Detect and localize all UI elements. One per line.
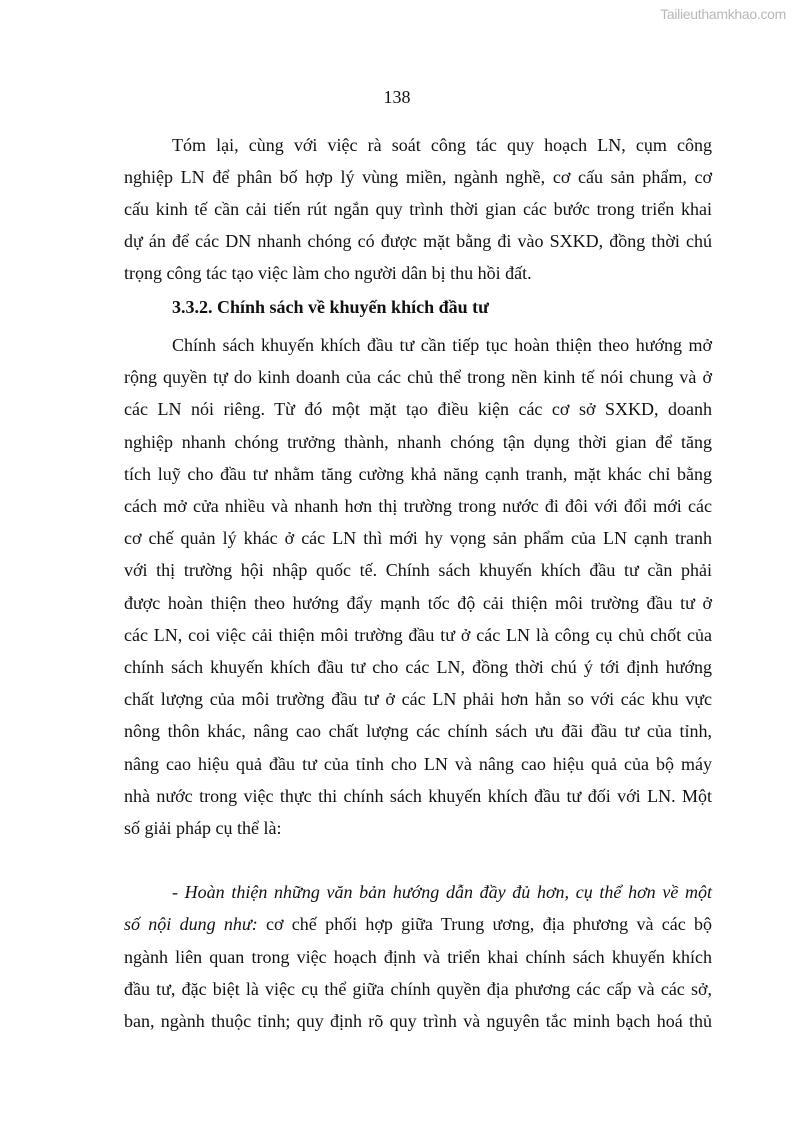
text-line: đầu tư, đặc biệt là việc cụ thể giữa chính quyền địa phương các cấp và các sở, — [124, 979, 712, 999]
text-line: nghiệp LN để phân bố hợp lý vùng miền, ngành nghề, cơ cấu sản phẩm, cơ — [124, 167, 712, 187]
text-line — [124, 913, 712, 935]
text-line: cơ chế quản lý khác ở các LN thì mới hy vọng sản phẩm của LN cạnh tranh — [124, 528, 712, 549]
text-line: cấu kinh tế cần cải tiến rút ngắn quy trình thời gian các bước trong triển khai — [124, 199, 712, 219]
section-heading: 3.3.2. Chính sách về khuyến khích đầu tư — [172, 297, 489, 317]
text-line: nghiệp nhanh chóng trưởng thành, nhanh chóng tận dụng thời gian để tăng — [124, 431, 712, 452]
italic-text: - Hoàn thiện những văn bản hướng dẫn đầy đủ hơn, cụ thể hơn về một — [172, 882, 712, 902]
text-line: dự án để các DN nhanh chóng có được mặt bằng đi vào SXKD, đồng thời chú — [124, 231, 712, 251]
text-line: chất lượng của môi trường đầu tư ở các LN phải hơn hẳn so với các khu vực — [124, 689, 712, 710]
text-line: cách mở cửa nhiều và nhanh hơn thị trường trong nước đi đôi với đổi mới các — [124, 496, 712, 516]
text-line: Chính sách khuyến khích đầu tư cần tiếp tục hoàn thiện theo hướng mở — [172, 335, 712, 355]
italic-text: số nội dung như: — [124, 914, 258, 934]
text-line-italic — [172, 881, 712, 903]
text-line: các LN, coi việc cải thiện môi trường đầu tư ở các LN là công cụ chủ chốt của — [124, 624, 712, 645]
text-line: ngành liên quan trong việc hoạch định và triển khai chính sách khuyến khích — [124, 947, 712, 967]
text-line: với thị trường hội nhập quốc tế. Chính sách khuyến khích đầu tư cần phải — [124, 560, 712, 581]
text-line: nông thôn khác, nâng cao chất lượng các chính sách ưu đãi đầu tư của tỉnh, — [124, 721, 712, 742]
text-line: chính sách khuyến khích đầu tư cho các LN, đồng thời chú ý tới định hướng — [124, 657, 712, 677]
text-line: nâng cao hiệu quả đầu tư của tỉnh cho LN và nâng cao hiệu quả của bộ máy — [124, 753, 712, 774]
text-line: trọng công tác tạo việc làm cho người dân bị thu hồi đất. — [124, 263, 532, 283]
watermark: Tailieuthamkhao.com — [660, 6, 786, 22]
page-number: 138 — [383, 87, 411, 107]
text-line: nhà nước trong việc thực thi chính sách khuyến khích đầu tư đối với LN. Một — [124, 785, 712, 806]
text-line: tích luỹ cho đầu tư nhằm tăng cường khả năng cạnh tranh, mặt khác chỉ bằng — [124, 463, 712, 484]
text-line: ban, ngành thuộc tỉnh; quy định rõ quy trình và nguyên tắc minh bạch hoá thủ — [124, 1011, 712, 1031]
text-line: được hoàn thiện theo hướng đẩy mạnh tốc độ cải thiện môi trường đầu tư ở — [124, 592, 712, 613]
text: cơ chế phối hợp giữa Trung ương, địa phương và các bộ — [257, 914, 712, 934]
text-line: các LN nói riêng. Từ đó một mặt tạo điều kiện các cơ sở SXKD, doanh — [124, 399, 712, 420]
text-line: rộng quyền tự do kinh doanh của các chủ thể trong nền kinh tế nói chung và ở — [124, 367, 712, 388]
text-line: Tóm lại, cùng với việc rà soát công tác quy hoạch LN, cụm công — [172, 135, 712, 155]
text-line: số giải pháp cụ thể là: — [124, 818, 282, 838]
